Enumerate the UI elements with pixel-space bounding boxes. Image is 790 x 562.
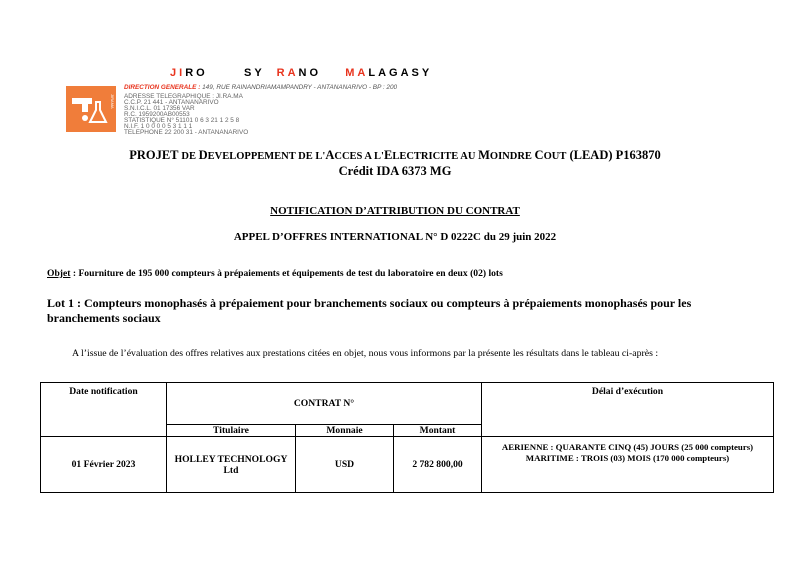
- credit-line: Crédit IDA 6373 MG: [338, 164, 452, 178]
- letterhead-line: S.N.I.C.L. 01 17356 VAR: [124, 105, 195, 112]
- intro-paragraph: A l’issue de l’évaluation des offres relatives aux prestations citées en objet, nous vous informons par la présente les résultats dans le tableau ci-après :: [72, 348, 659, 359]
- letterhead-line: STATISTIQUE N° 51101 0 6 3 21 1 2 5 8: [124, 117, 240, 124]
- letterhead-line: ADRESSE TELEGRAPHIQUE : JI.RA.MA: [124, 93, 243, 100]
- letterhead-line: C.C.P. 21 441 - ANTANANARIVO: [124, 99, 219, 106]
- contract-table: [40, 382, 774, 493]
- title-part: DE: [181, 151, 199, 162]
- company-part: RA: [276, 67, 299, 79]
- title-part: LECTRICITE AU: [392, 151, 479, 162]
- letterhead-line: N.I.F. 1 0 0 0 0 5 3 1 1 1: [124, 123, 193, 130]
- header-currency: Monnaie: [296, 425, 394, 437]
- lot-title: Lot 1 : Compteurs monophasés à prépaiement pour branchements sociaux ou compteurs à prépaiements monophasés pour les branchements sociaux: [47, 296, 692, 325]
- title-part: C: [534, 148, 544, 162]
- header-contract: CONTRAT N°: [167, 383, 482, 425]
- object-text: : Fourniture de 195 000 compteurs à prépaiements et équipements de test du laboratoire en deux (02) lots: [70, 268, 503, 279]
- title-part: OUT: [543, 151, 567, 162]
- title-part: EVELOPPEMENT DE L': [207, 151, 326, 162]
- object-line: [47, 268, 503, 279]
- cell-delay: [482, 437, 774, 493]
- title-part: (LEAD) P163870: [566, 148, 661, 162]
- company-part: RO: [185, 67, 208, 79]
- notification-title: NOTIFICATION D’ATTRIBUTION DU CONTRAT: [270, 205, 520, 217]
- cell-holder: HOLLEY TECHNOLOGY Ltd: [167, 437, 296, 493]
- company-part: LAGASY: [368, 67, 433, 79]
- direction-address: 149, RUE RAINANDRIAMAMPANDRY - ANTANANARIVO - BP : 200: [202, 84, 398, 91]
- title-part: PROJET: [129, 148, 182, 162]
- tender-reference: APPEL D’OFFRES INTERNATIONAL N° D 0222C du 29 juin 2022: [233, 231, 557, 243]
- title-part: CCES A L': [334, 151, 384, 162]
- table-header-row: [41, 383, 774, 425]
- table-row: [41, 437, 774, 493]
- header-holder: Titulaire: [167, 425, 296, 437]
- delay-air: AERIENNE : QUARANTE CINQ (45) JOURS (25 000 compteurs): [501, 442, 754, 452]
- letterhead-line: R.C. 1959200AB00553: [124, 111, 190, 118]
- project-title: [0, 148, 790, 179]
- company-name: [170, 67, 432, 79]
- title-part: OINDRE: [489, 151, 535, 162]
- letterhead-line: TELEPHONE 22 200 31 - ANTANANARIVO: [124, 129, 249, 136]
- direction-line: [124, 84, 397, 91]
- company-part: MA: [345, 67, 369, 79]
- company-logo: [66, 86, 116, 132]
- project-title-line1: [0, 148, 790, 164]
- logo-side-text: JIRAMA: [110, 94, 115, 109]
- cell-currency: USD: [296, 437, 394, 493]
- delay-sea: MARITIME : TROIS (03) MOIS (170 000 compteurs): [525, 453, 730, 463]
- header-amount: Montant: [394, 425, 482, 437]
- company-part: SY: [244, 67, 265, 79]
- object-label: Objet: [47, 268, 71, 279]
- cell-date: 01 Février 2023: [41, 437, 167, 493]
- water-electricity-icon: [66, 86, 116, 132]
- title-part: M: [478, 148, 490, 162]
- header-date: Date notification: [41, 383, 167, 437]
- title-part: E: [383, 148, 393, 162]
- header-delay: Délai d’exécution: [482, 383, 774, 437]
- company-part: JI: [170, 67, 186, 79]
- company-part: NO: [298, 67, 322, 79]
- title-part: D: [198, 148, 208, 162]
- cell-amount: 2 782 800,00: [394, 437, 482, 493]
- title-part: A: [325, 148, 335, 162]
- direction-label: DIRECTION GENERALE :: [124, 84, 201, 91]
